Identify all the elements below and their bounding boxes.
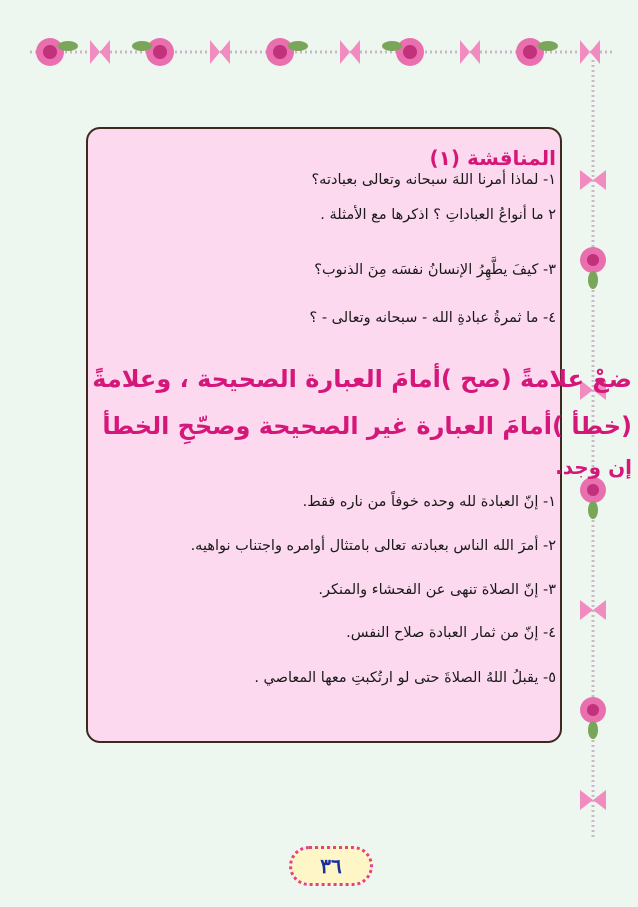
rose-icon xyxy=(580,697,606,739)
bow-icon xyxy=(340,40,360,64)
instruction-line-2: (خطأ )أمامَ العبارة غير الصحيحة وصحّحِ الخطأ xyxy=(102,412,632,440)
discussion-title: المناقشة (١) xyxy=(429,146,556,170)
question-3: ٣- كيفَ يطَّهِرُ الإنسانُ نفسَه مِنَ الذنوب؟ xyxy=(314,262,556,278)
bow-icon xyxy=(460,40,480,64)
bow-icon xyxy=(210,40,230,64)
statement-4: ٤- إنّ من ثمار العبادة صلاح النفس. xyxy=(346,625,556,641)
statement-5: ٥- يقبلُ اللهُ الصلاةَ حتى لو ارتُكبتِ معها المعاصي . xyxy=(254,670,556,686)
rose-icon xyxy=(132,38,174,66)
page-number: ٣٦ xyxy=(289,846,373,886)
bow-icon xyxy=(90,40,110,64)
floral-border-top xyxy=(30,22,615,82)
instruction-line-1: ضعْ علامةً (صح )أمامَ العبارة الصحيحة ، وعلامةً xyxy=(92,365,632,393)
rose-icon xyxy=(580,247,606,289)
question-4: ٤- ما ثمرةُ عبادةِ الله - سبحانه وتعالى - ؟ xyxy=(309,310,556,326)
floral-border-side xyxy=(568,60,618,840)
rose-icon xyxy=(382,38,424,66)
question-2: ٢ ما أنواعُ العباداتِ ؟ اذكرها مع الأمثلة . xyxy=(320,207,556,223)
statement-1: ١- إنّ العبادة لله وحده خوفاً من ناره فقط. xyxy=(302,494,556,510)
question-1: ١- لماذا أمرنا اللهَ سبحانه وتعالى بعبادته؟ xyxy=(311,172,556,188)
instruction-line-3: إن وجد. xyxy=(555,455,632,479)
statement-3: ٣- إنّ الصلاة تنهى عن الفحشاء والمنكر. xyxy=(318,582,556,598)
statement-2: ٢- أمرَ الله الناس بعبادته تعالى بامتثال أوامره واجتناب نواهيه. xyxy=(190,538,556,554)
rose-icon xyxy=(580,477,606,519)
